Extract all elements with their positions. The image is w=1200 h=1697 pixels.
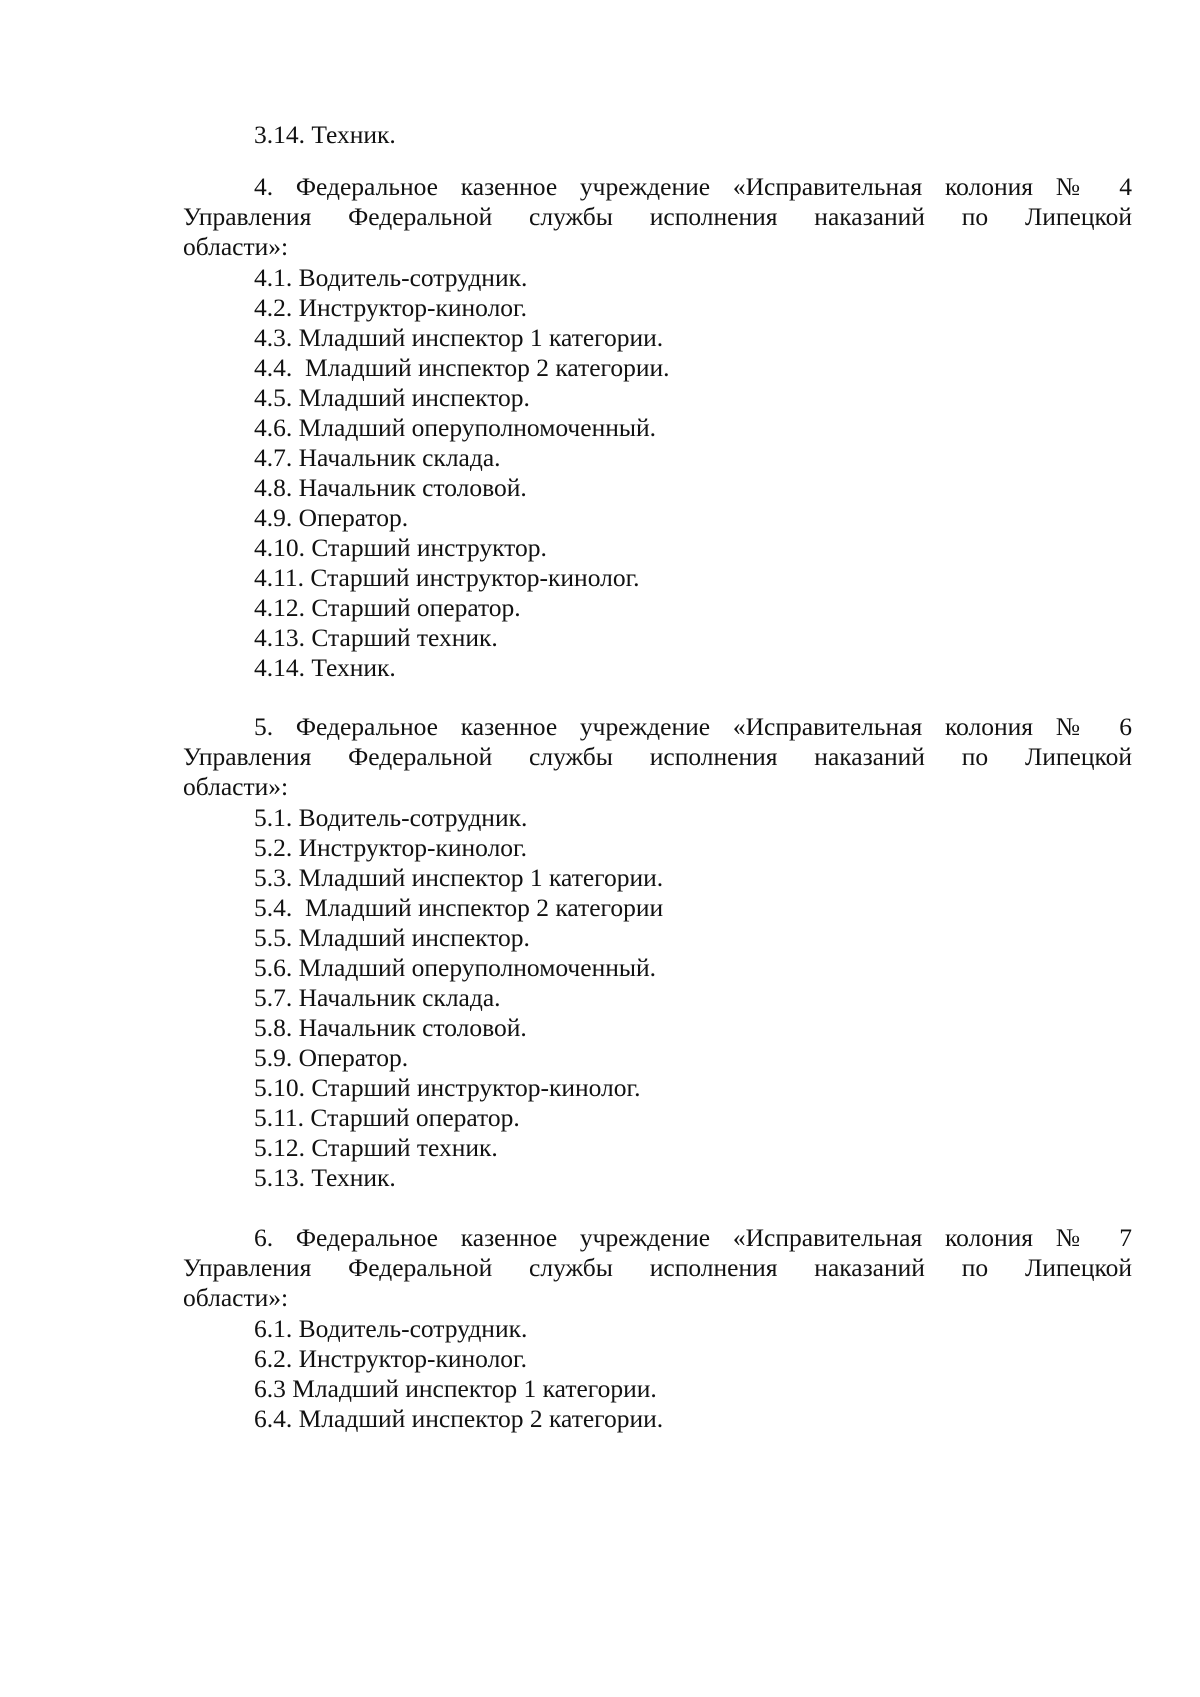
- list-item: 4.10. Старший инструктор.: [254, 533, 547, 562]
- list-item: 4.1. Водитель-сотрудник.: [254, 263, 528, 292]
- list-item: 4.3. Младший инспектор 1 категории.: [254, 323, 664, 352]
- list-item: 6.2. Инструктор-кинолог.: [254, 1344, 528, 1373]
- list-item: 5.9. Оператор.: [254, 1043, 409, 1072]
- section-heading-line-2: Управления Федеральной службы исполнения наказаний по Липецкой: [183, 1253, 1132, 1282]
- list-item: 4.7. Начальник склада.: [254, 443, 501, 472]
- list-item: 5.3. Младший инспектор 1 категории.: [254, 863, 664, 892]
- list-item: 6.4. Младший инспектор 2 категории.: [254, 1404, 664, 1433]
- list-item: 5.1. Водитель-сотрудник.: [254, 803, 528, 832]
- list-item: 5.11. Старший оператор.: [254, 1103, 520, 1132]
- list-item: 5.5. Младший инспектор.: [254, 923, 530, 952]
- list-item: 5.10. Старший инструктор-кинолог.: [254, 1073, 641, 1102]
- list-item: 4.12. Старший оператор.: [254, 593, 521, 622]
- list-item: 5.2. Инструктор-кинолог.: [254, 833, 528, 862]
- section-heading-line-3: области»:: [183, 1283, 289, 1312]
- list-item: 5.12. Старший техник.: [254, 1133, 498, 1162]
- list-item: 4.6. Младший оперуполномоченный.: [254, 413, 657, 442]
- list-item: 4.13. Старший техник.: [254, 623, 498, 652]
- list-item: 4.14. Техник.: [254, 653, 396, 682]
- list-item: 6.3 Младший инспектор 1 категории.: [254, 1374, 657, 1403]
- section-heading-line-1: 4. Федеральное казенное учреждение «Исправительная колония № 4: [254, 172, 1132, 201]
- list-item: 5.7. Начальник склада.: [254, 983, 501, 1012]
- section-heading-line-2: Управления Федеральной службы исполнения наказаний по Липецкой: [183, 202, 1132, 231]
- list-item: 5.8. Начальник столовой.: [254, 1013, 527, 1042]
- list-item: 4.4. Младший инспектор 2 категории.: [254, 353, 670, 382]
- list-item: 5.13. Техник.: [254, 1163, 396, 1192]
- list-item: 4.11. Старший инструктор-кинолог.: [254, 563, 640, 592]
- list-item: 5.4. Младший инспектор 2 категории: [254, 893, 664, 922]
- list-item: 4.8. Начальник столовой.: [254, 473, 527, 502]
- list-item: 4.5. Младший инспектор.: [254, 383, 530, 412]
- section-heading-line-1: 6. Федеральное казенное учреждение «Исправительная колония № 7: [254, 1223, 1132, 1252]
- list-item: 5.6. Младший оперуполномоченный.: [254, 953, 657, 982]
- section-heading-line-1: 5. Федеральное казенное учреждение «Исправительная колония № 6: [254, 712, 1132, 741]
- section-heading-line-3: области»:: [183, 232, 289, 261]
- list-item: 4.9. Оператор.: [254, 503, 409, 532]
- list-item: 6.1. Водитель-сотрудник.: [254, 1314, 528, 1343]
- list-item: 4.2. Инструктор-кинолог.: [254, 293, 528, 322]
- section-heading-line-3: области»:: [183, 772, 289, 801]
- list-item: 3.14. Техник.: [254, 120, 396, 149]
- section-heading-line-2: Управления Федеральной службы исполнения наказаний по Липецкой: [183, 742, 1132, 771]
